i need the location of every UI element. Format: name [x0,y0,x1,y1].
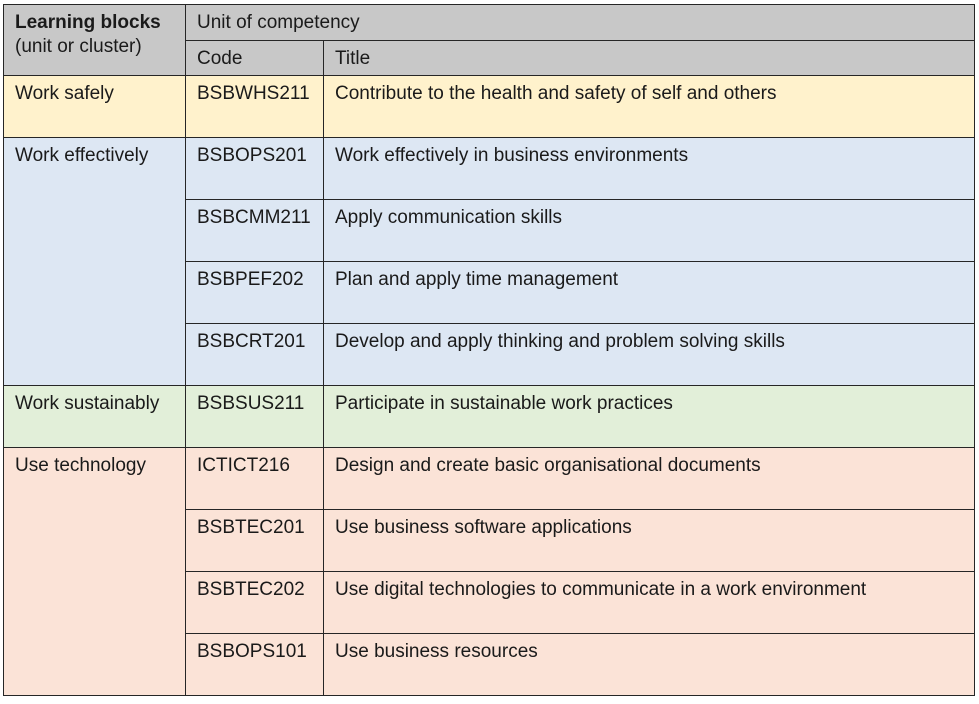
unit-title: Contribute to the health and safety of self and others [324,76,975,138]
unit-code: ICTICT216 [186,448,324,510]
unit-title: Use business resources [324,634,975,696]
table-row [4,76,975,138]
header-learning-blocks-sub: (unit or cluster) [15,36,142,57]
block-work-effectively: Work effectively [4,138,186,386]
unit-code: BSBTEC201 [186,510,324,572]
unit-title: Use business software applications [324,510,975,572]
header-learning-blocks-label: Learning blocks [15,12,161,33]
unit-code: BSBPEF202 [186,262,324,324]
unit-title: Plan and apply time management [324,262,975,324]
block-use-technology: Use technology [4,448,186,696]
unit-code: BSBCMM211 [186,200,324,262]
table-row [4,448,975,510]
competency-table [3,4,975,696]
block-work-safely: Work safely [4,76,186,138]
unit-title: Use digital technologies to communicate in a work environment [324,572,975,634]
unit-title: Apply communication skills [324,200,975,262]
unit-title: Develop and apply thinking and problem solving skills [324,324,975,386]
unit-code: BSBOPS201 [186,138,324,200]
header-code: Code [186,41,324,76]
header-title: Title [324,41,975,76]
unit-code: BSBTEC202 [186,572,324,634]
header-learning-blocks [4,5,186,76]
unit-title: Design and create basic organisational documents [324,448,975,510]
header-unit-of-competency: Unit of competency [186,5,975,41]
header-row [4,5,975,41]
unit-code: BSBWHS211 [186,76,324,138]
table-row [4,138,975,200]
unit-title: Participate in sustainable work practices [324,386,975,448]
unit-title: Work effectively in business environments [324,138,975,200]
block-work-sustainably: Work sustainably [4,386,186,448]
table-row [4,386,975,448]
unit-code: BSBCRT201 [186,324,324,386]
unit-code: BSBSUS211 [186,386,324,448]
unit-code: BSBOPS101 [186,634,324,696]
